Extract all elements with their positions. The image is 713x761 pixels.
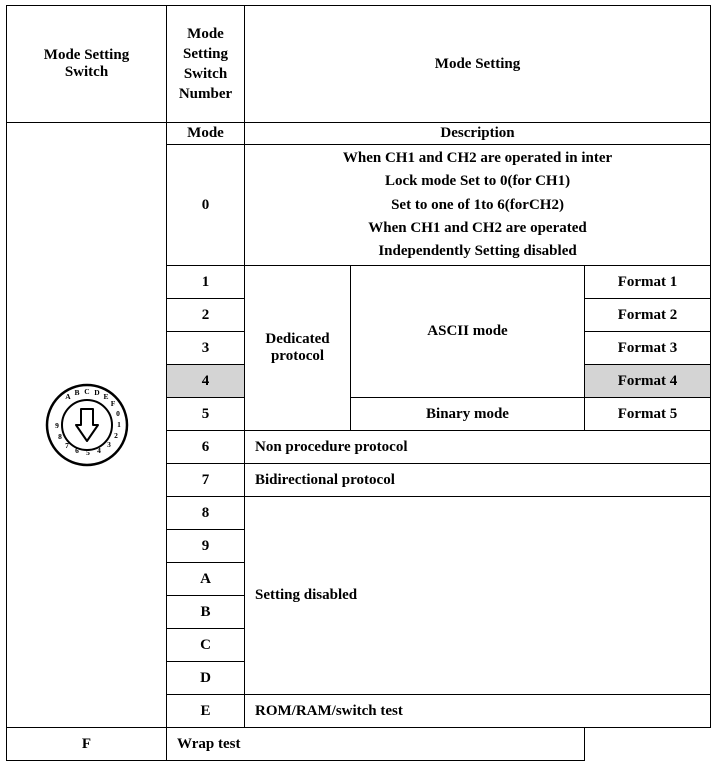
binary-mode-cell: Binary mode: [351, 398, 585, 431]
dedicated-protocol-cell: [245, 266, 351, 431]
mode-number-c: C: [167, 629, 245, 662]
mode-description-e: ROM/RAM/switch test: [245, 695, 711, 728]
setting-disabled-description: Setting disabled: [245, 497, 711, 695]
mode-number-9: 9: [167, 530, 245, 563]
svg-text:D: D: [93, 388, 100, 398]
svg-text:8: 8: [57, 432, 62, 442]
subheader-mode: Mode: [167, 123, 245, 145]
table-header-row: [7, 6, 711, 123]
svg-text:F: F: [110, 399, 115, 409]
format-cell-5: Format 5: [585, 398, 711, 431]
header-mode-setting: Mode Setting: [245, 6, 711, 123]
mode-number-8: 8: [167, 497, 245, 530]
header-mode-setting-switch: [7, 6, 167, 123]
header-number-line-0: Mode: [187, 25, 224, 42]
mode0-line-4: Independently Setting disabled: [378, 243, 577, 259]
mode-number-1: 1: [167, 266, 245, 299]
mode-row-f: [7, 728, 711, 761]
svg-text:9: 9: [54, 421, 59, 431]
svg-text:0: 0: [115, 409, 120, 419]
header-switch-line1: Mode Setting: [43, 47, 130, 63]
svg-text:A: A: [64, 392, 71, 402]
svg-text:E: E: [102, 392, 109, 402]
dial-wrapper: [7, 123, 166, 727]
mode0-line-1: Lock mode Set to 0(for CH1): [384, 173, 571, 190]
mode-description-f: Wrap test: [167, 728, 585, 761]
header-number-line-1: Setting: [183, 45, 228, 62]
format-cell-4: Format 4: [585, 365, 711, 398]
svg-text:5: 5: [85, 448, 90, 458]
svg-text:1: 1: [116, 420, 121, 430]
mode-setting-table: [6, 5, 711, 761]
table-subheader-row: [7, 123, 711, 145]
mode-number-a: A: [167, 563, 245, 596]
mode0-line-3: When CH1 and CH2 are operated: [368, 219, 587, 236]
mode-description-6: Non procedure protocol: [245, 431, 711, 464]
ascii-mode-cell: ASCII mode: [351, 266, 585, 398]
mode-number-b: B: [167, 596, 245, 629]
mode-number-7: 7: [167, 464, 245, 497]
mode-description-7: Bidirectional protocol: [245, 464, 711, 497]
header-number-line-3: Number: [178, 86, 233, 103]
mode-number-6: 6: [167, 431, 245, 464]
mode-number-4: 4: [167, 365, 245, 398]
svg-text:7: 7: [64, 441, 69, 451]
mode0-line-0: When CH1 and CH2 are operated in inter: [342, 150, 613, 166]
rotary-switch-dial-icon: [35, 373, 139, 477]
rotary-switch-dial: [35, 373, 139, 477]
mode-number-3: 3: [167, 332, 245, 365]
header-number-line-2: Switch: [183, 66, 228, 82]
subheader-description: Description: [245, 123, 711, 145]
mode-number-5: 5: [167, 398, 245, 431]
mode-description-0: [245, 145, 711, 266]
mode-number-0: 0: [167, 145, 245, 266]
svg-text:3: 3: [106, 440, 111, 450]
document-page: [0, 5, 713, 752]
dial-illustration-cell: [7, 123, 167, 728]
header-mode-setting-switch-number: [167, 6, 245, 123]
mode-number-2: 2: [167, 299, 245, 332]
mode-number-f: F: [7, 728, 167, 761]
format-cell-1: Format 1: [585, 266, 711, 299]
svg-text:B: B: [73, 388, 80, 398]
svg-text:4: 4: [96, 446, 101, 456]
header-switch-line2: Switch: [64, 64, 109, 80]
mode-number-d: D: [167, 662, 245, 695]
dedicated-protocol-line2: protocol: [270, 348, 325, 365]
format-cell-3: Format 3: [585, 332, 711, 365]
svg-text:2: 2: [113, 431, 118, 441]
svg-text:C: C: [83, 387, 90, 397]
dedicated-protocol-line1: Dedicated: [265, 331, 330, 348]
mode0-line-2: Set to one of 1to 6(forCH2): [391, 196, 564, 213]
mode-number-e: E: [167, 695, 245, 728]
svg-text:6: 6: [74, 446, 79, 456]
format-cell-2: Format 2: [585, 299, 711, 332]
